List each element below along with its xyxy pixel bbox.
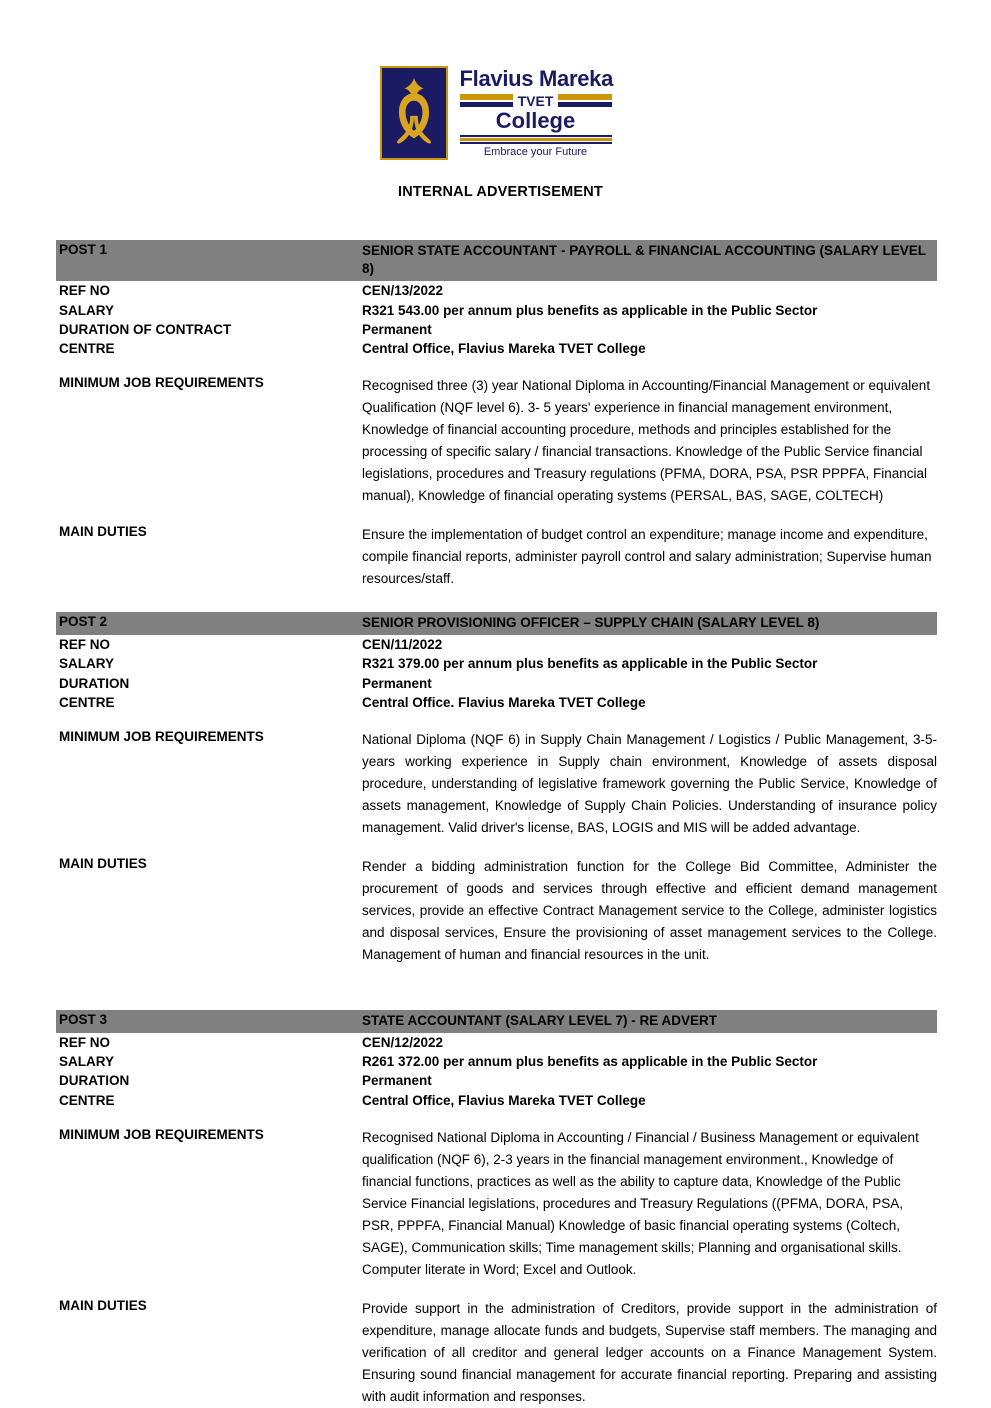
logo-tvet-row: [460, 93, 612, 108]
field-value: Central Office, Flavius Mareka TVET College: [362, 1092, 646, 1108]
requirements-row: [56, 375, 937, 507]
page-title: INTERNAL ADVERTISEMENT: [398, 184, 603, 200]
post-field-row: [56, 674, 937, 693]
requirements-label: MINIMUM JOB REQUIREMENTS: [59, 1126, 264, 1142]
field-value: CEN/13/2022: [362, 283, 444, 299]
post-field-row: [56, 1071, 937, 1090]
duties-text: Ensure the implementation of budget control an expenditure; manage income and expenditure, compile financial reports, administer payroll control and salary administration; Supervise human resources/staff.: [362, 527, 932, 587]
field-label: SALARY: [59, 1054, 115, 1070]
post-field-row: [56, 339, 937, 358]
post-number-label: POST 3: [59, 1011, 108, 1027]
post-field-row: [56, 635, 937, 654]
posts-container: [56, 240, 937, 1408]
post-title: STATE ACCOUNTANT (SALARY LEVEL 7) - RE ADVERT: [362, 1012, 718, 1028]
requirements-text: National Diploma (NQF 6) in Supply Chain Management / Logistics / Public Management, 3-5-years working experience in Supply chain environment, Knowledge of assets disposal procedure, understanding of legislative framework governing the Public Service, Knowledge of assets management, Knowledge of Supply Chain Policies. Understanding of insurance policy management. Valid driver's license, BAS, LOGIS and MIS will be added advantage.: [362, 731, 937, 835]
field-label: SALARY: [59, 656, 115, 672]
field-value: Permanent: [362, 321, 432, 337]
post-block: [56, 1010, 937, 1408]
field-value: Central Office. Flavius Mareka TVET College: [362, 694, 646, 710]
requirements-label: MINIMUM JOB REQUIREMENTS: [59, 375, 264, 391]
post-field-row: [56, 1091, 937, 1110]
college-logo-area: [0, 0, 991, 160]
college-logo-text: [460, 66, 612, 160]
field-label: CENTRE: [59, 1092, 115, 1108]
post-title: SENIOR PROVISIONING OFFICER – SUPPLY CHAIN (SALARY LEVEL 8): [362, 615, 820, 631]
requirements-label: MINIMUM JOB REQUIREMENTS: [59, 728, 264, 744]
section-spacer: [56, 590, 937, 612]
tulip-emblem-icon: [380, 66, 448, 160]
duties-label: MAIN DUTIES: [59, 1297, 147, 1313]
logo-bar-left: [460, 94, 513, 107]
post-title: SENIOR STATE ACCOUNTANT - PAYROLL & FINANCIAL ACCOUNTING (SALARY LEVEL 8): [362, 243, 926, 277]
field-value: R321 543.00 per annum plus benefits as applicable in the Public Sector: [362, 302, 818, 318]
field-value: Central Office, Flavius Mareka TVET College: [362, 340, 646, 356]
requirements-row: [56, 1127, 937, 1281]
requirements-row: [56, 729, 937, 839]
logo-badge-tvet: TVET: [517, 92, 554, 109]
field-label: CENTRE: [59, 694, 115, 710]
college-logo: [380, 66, 612, 160]
post-number-label: POST 1: [59, 242, 108, 257]
field-value: CEN/11/2022: [362, 637, 443, 653]
post-field-row: [56, 693, 937, 712]
field-label: CENTRE: [59, 340, 115, 356]
field-value: Permanent: [362, 675, 432, 691]
post-field-row: [56, 654, 937, 673]
post-field-row: [56, 1033, 937, 1052]
post-number-label: POST 2: [59, 614, 108, 630]
section-spacer: [56, 966, 937, 1010]
post-header-bar: [56, 612, 937, 635]
field-label: DURATION: [59, 675, 130, 691]
field-value: Permanent: [362, 1073, 432, 1089]
requirements-text: Recognised three (3) year National Diploma in Accounting/Financial Management or equivalent Qualification (NQF level 6). 3- 5 years' experience in financial management environment, Knowledge of financial accounting procedure, methods and principles established for the processing of specific salary / financial transactions. Knowledge of the Public Service financial legislations, procedures and Treasury regulations (PFMA, DORA, PSA, PSR PPPFA, Financial manual), Knowledge of financial operating systems (PERSAL, BAS, SAGE, COLTECH): [362, 378, 931, 504]
logo-rules: [460, 135, 612, 144]
duties-row: [56, 524, 937, 590]
field-label: DURATION: [59, 1073, 130, 1089]
logo-tagline: Embrace your Future: [483, 146, 588, 158]
post-field-row: [56, 301, 937, 320]
post-field-row: [56, 281, 937, 300]
post-field-row: [56, 1052, 937, 1071]
field-value: R261 372.00 per annum plus benefits as applicable in the Public Sector: [362, 1054, 818, 1070]
duties-text: Render a bidding administration function for the College Bid Committee, Administer the procurement of goods and services through effective and efficient demand management services, provide an effective Contract Management service to the College, administer logistics and disposal services, Ensure the provisioning of asset management services to the College. Management of human and financial resources in the unit.: [362, 858, 937, 962]
duties-text: Provide support in the administration of Creditors, provide support in the administration of expenditure, manage allocate funds and budgets, Supervise staff members. The managing and verification of all creditor and general ledger accounts on a Finance Management System. Ensuring sound financial management for accurate financial reporting. Preparing and assisting with audit information and responses.: [362, 1300, 937, 1404]
field-label: SALARY: [59, 302, 115, 318]
logo-bar-right: [558, 94, 611, 107]
field-label: DURATION OF CONTRACT: [59, 321, 232, 337]
duties-row: [56, 856, 937, 966]
duties-row: [56, 1298, 937, 1408]
logo-line-2: College: [495, 108, 576, 133]
post-block: [56, 240, 937, 590]
post-header-bar: [56, 1010, 937, 1033]
post-block: [56, 612, 937, 966]
field-label: REF NO: [59, 283, 111, 299]
requirements-text: Recognised National Diploma in Accounting / Financial / Business Management or equivalent qualification (NQF 6), 2-3 years in the financial management environment., Knowledge of financial functions, practices as well as the ability to capture data, Knowledge of the Public Service Financial legislations, procedures and Treasury Regulations ((PFMA, DORA, PSA, PSR, PPPFA, Financial Manual) Knowledge of basic financial operating systems (Coltech, SAGE), Communication skills; Time management skills; Planning and organisational skills. Computer literate in Word; Excel and Outlook.: [362, 1129, 919, 1277]
post-header-bar: [56, 240, 937, 281]
logo-line-1: Flavius Mareka: [459, 66, 614, 91]
duties-label: MAIN DUTIES: [59, 524, 147, 540]
field-value: R321 379.00 per annum plus benefits as applicable in the Public Sector: [362, 656, 818, 672]
field-label: REF NO: [59, 1035, 111, 1051]
post-field-row: [56, 320, 937, 339]
field-value: CEN/12/2022: [362, 1035, 444, 1051]
field-label: REF NO: [59, 637, 111, 653]
duties-label: MAIN DUTIES: [59, 855, 147, 871]
